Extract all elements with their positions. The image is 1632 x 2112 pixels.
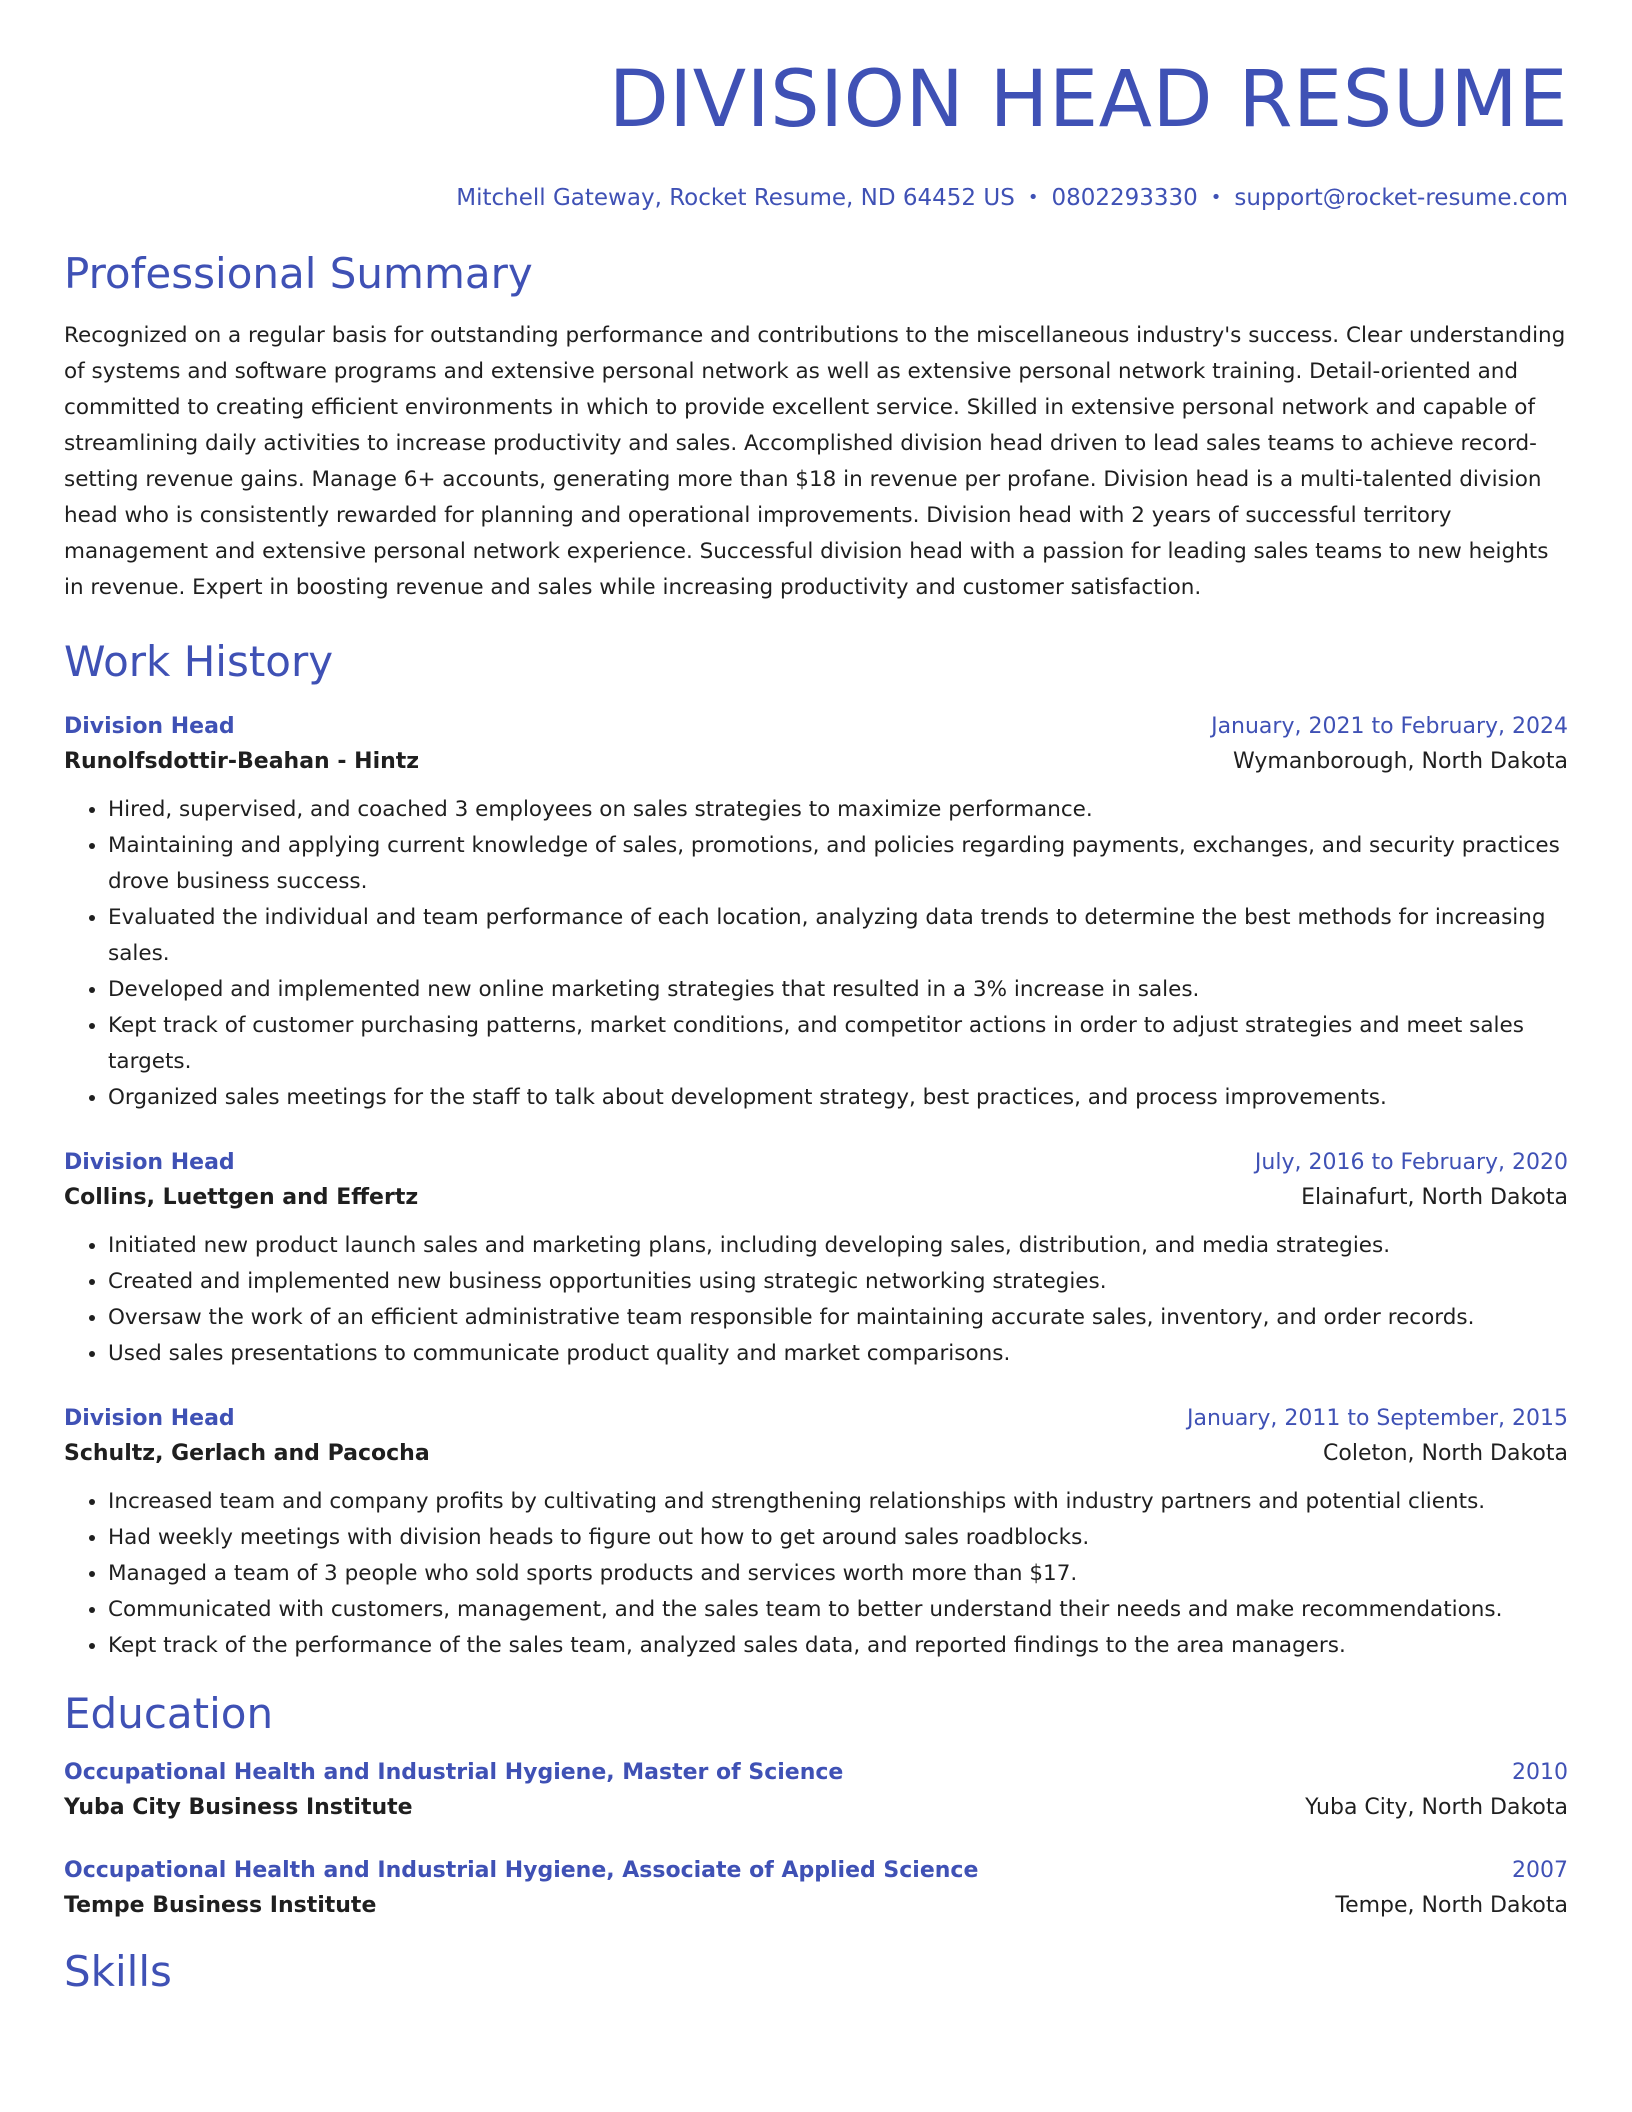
job-bullet: • Kept track of customer purchasing patterns, market conditions, and competitor actions in order to adjust strategies and meet sales targets. xyxy=(108,1008,1568,1080)
education-school: Tempe Business Institute xyxy=(64,1893,377,1918)
education-header-row xyxy=(64,1854,1568,1888)
job-bullets xyxy=(64,1484,1568,1664)
job-bullet: • Evaluated the individual and team performance of each location, analyzing data trends to determine the best methods for increasing sales. xyxy=(108,900,1568,972)
education-degree: Occupational Health and Industrial Hygiene, Associate of Applied Science xyxy=(64,1858,979,1883)
job-company: Runolfsdottir-Beahan - Hintz xyxy=(64,749,420,774)
education-year: 2007 xyxy=(1512,1858,1568,1883)
education-school: Yuba City Business Institute xyxy=(64,1795,413,1820)
job-location: Wymanborough, North Dakota xyxy=(1233,749,1568,774)
job-bullet: • Communicated with customers, management, and the sales team to better understand their needs and make recommendations. xyxy=(108,1592,1568,1628)
job-company-row xyxy=(64,1436,1568,1472)
job-bullet: • Developed and implemented new online marketing strategies that resulted in a 3% increase in sales. xyxy=(108,972,1568,1008)
job-bullets xyxy=(64,1228,1568,1372)
job-bullet: • Created and implemented new business opportunities using strategic networking strategies. xyxy=(108,1264,1568,1300)
job-company: Schultz, Gerlach and Pacocha xyxy=(64,1441,430,1466)
job-entry xyxy=(64,1402,1568,1664)
education-location: Tempe, North Dakota xyxy=(1335,1893,1568,1918)
education-location: Yuba City, North Dakota xyxy=(1305,1795,1568,1820)
job-dates: July, 2016 to February, 2020 xyxy=(1254,1150,1568,1175)
job-bullet: • Had weekly meetings with division heads to figure out how to get around sales roadblocks. xyxy=(108,1520,1568,1556)
job-header-row xyxy=(64,1146,1568,1180)
education-school-row xyxy=(64,1888,1568,1924)
contact-separator: • xyxy=(1210,187,1222,208)
job-company-row xyxy=(64,1180,1568,1216)
job-header-row xyxy=(64,1402,1568,1436)
job-dates: January, 2011 to September, 2015 xyxy=(1186,1406,1568,1431)
job-bullets xyxy=(64,792,1568,1116)
job-entry xyxy=(64,1146,1568,1372)
education-entry xyxy=(64,1756,1568,1826)
job-bullet: • Managed a team of 3 people who sold sports products and services worth more than $17. xyxy=(108,1556,1568,1592)
skills-heading: Skills xyxy=(64,1947,172,1996)
job-bullet: • Maintaining and applying current knowledge of sales, promotions, and policies regarding payments, exchanges, and security practices drove business success. xyxy=(108,828,1568,900)
job-company-row xyxy=(64,744,1568,780)
job-bullet: • Organized sales meetings for the staff to talk about development strategy, best practices, and process improvements. xyxy=(108,1080,1568,1116)
job-header-row xyxy=(64,710,1568,744)
summary-text: Recognized on a regular basis for outstanding performance and contributions to the miscellaneous industry's success. Clear understanding of systems and software programs and extensive personal network as well as extensive personal network training. Detail-oriented and committed to creating efficient environments in which to provide excellent service. Skilled in extensive personal network and capable of streamlining daily activities to increase productivity and sales. Accomplished division head driven to lead sales teams to achieve record-setting revenue gains. Manage 6+ accounts, generating more than $18 in revenue per profane. Division head is a multi-talented division head who is consistently rewarded for planning and operational improvements. Division head with 2 years of successful territory management and extensive personal network experience. Successful division head with a passion for leading sales teams to new heights in revenue. Expert in boosting revenue and sales while increasing productivity and customer satisfaction. xyxy=(64,323,1566,600)
job-location: Coleton, North Dakota xyxy=(1323,1441,1568,1466)
contact-email[interactable]: support@rocket-resume.com xyxy=(1234,185,1568,211)
job-dates: January, 2021 to February, 2024 xyxy=(1211,714,1568,739)
education-entry xyxy=(64,1854,1568,1924)
contact-address: Mitchell Gateway, Rocket Resume, ND 64452 US xyxy=(456,185,1015,211)
job-entry xyxy=(64,710,1568,1116)
job-bullet: • Increased team and company profits by cultivating and strengthening relationships with industry partners and potential clients. xyxy=(108,1484,1568,1520)
contact-phone[interactable]: 0802293330 xyxy=(1051,185,1198,211)
contact-separator: • xyxy=(1027,187,1039,208)
contact-line xyxy=(64,182,1568,214)
summary-heading: Professional Summary xyxy=(64,249,533,298)
job-company: Collins, Luettgen and Effertz xyxy=(64,1185,419,1210)
job-bullet: • Initiated new product launch sales and marketing plans, including developing sales, distribution, and media strategies. xyxy=(108,1228,1568,1264)
job-bullet: • Kept track of the performance of the sales team, analyzed sales data, and reported findings to the area managers. xyxy=(108,1628,1568,1664)
job-bullet: • Hired, supervised, and coached 3 employees on sales strategies to maximize performance. xyxy=(108,792,1568,828)
job-role: Division Head xyxy=(64,1406,235,1431)
education-header-row xyxy=(64,1756,1568,1790)
education-heading: Education xyxy=(64,1689,274,1738)
job-bullet: • Used sales presentations to communicate product quality and market comparisons. xyxy=(108,1336,1568,1372)
education-degree: Occupational Health and Industrial Hygiene, Master of Science xyxy=(64,1760,844,1785)
job-role: Division Head xyxy=(64,714,235,739)
job-location: Elainafurt, North Dakota xyxy=(1301,1185,1568,1210)
job-role: Division Head xyxy=(64,1150,235,1175)
work-history-heading: Work History xyxy=(64,637,334,686)
education-year: 2010 xyxy=(1512,1760,1568,1785)
education-school-row xyxy=(64,1790,1568,1826)
job-bullet: • Oversaw the work of an efficient administrative team responsible for maintaining accurate sales, inventory, and order records. xyxy=(108,1300,1568,1336)
resume-title: DIVISION HEAD RESUME xyxy=(608,55,1568,145)
